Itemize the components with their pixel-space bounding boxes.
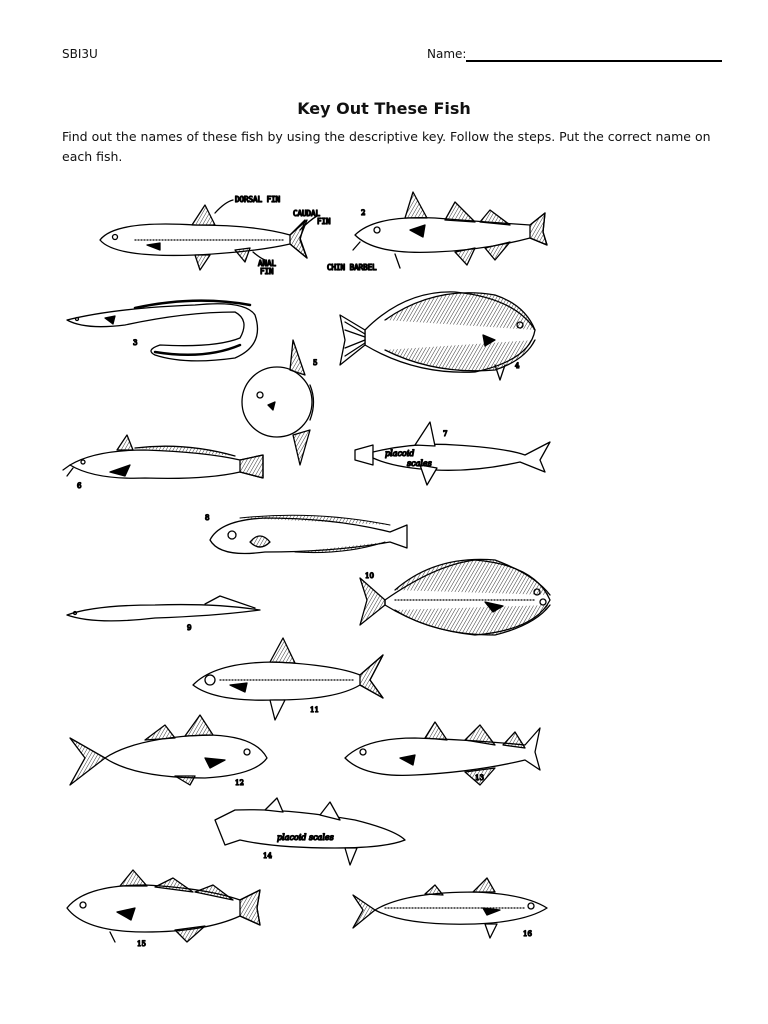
fish-number-10: 10 (365, 572, 374, 580)
label-placoid-14: placoid scales (277, 833, 334, 842)
fish-2 (327, 192, 547, 272)
fish-number-3: 3 (133, 339, 138, 347)
label-chin-barbel: CHIN BARBEL (327, 263, 377, 272)
fish-number-5: 5 (313, 359, 318, 367)
name-label: Name: (427, 47, 467, 61)
label-anal-fin: FIN (260, 267, 274, 276)
fish-illustration-sheet (55, 180, 600, 960)
fish-3 (67, 301, 258, 361)
label-anal: ANAL (258, 259, 277, 268)
label-placoid-7b: scales (407, 459, 432, 468)
course-code: SBI3U (62, 47, 98, 61)
fish-16 (353, 878, 547, 938)
fish-number-8: 8 (205, 514, 210, 522)
instructions-text: Find out the names of these fish by using the descriptive key. Follow the steps. Put the correct name on each fish. (62, 129, 711, 164)
fish-8 (205, 514, 407, 554)
fish-9 (67, 596, 260, 632)
fish-7 (355, 422, 550, 485)
fish-5 (242, 340, 317, 465)
fish-10 (360, 559, 550, 635)
label-caudal: CAUDAL (293, 209, 321, 218)
label-placoid-7a: placoid (385, 449, 415, 458)
fish-number-15: 15 (137, 940, 146, 948)
fish-14 (215, 798, 405, 865)
fish-11 (193, 638, 383, 720)
label-dorsal-fin: DORSAL FIN (235, 195, 281, 204)
fish-number-7: 7 (443, 430, 448, 438)
fish-number-9: 9 (187, 624, 192, 632)
fish-6 (63, 435, 263, 490)
fish-1 (100, 195, 331, 276)
fish-number-6: 6 (77, 482, 82, 490)
fish-15 (67, 870, 260, 948)
fish-number-4: 4 (515, 362, 520, 370)
fish-13 (345, 722, 540, 785)
fish-number-12: 12 (235, 779, 244, 787)
name-blank-line (466, 60, 722, 62)
fish-number-2: 2 (361, 209, 366, 217)
label-caudal-fin: FIN (317, 217, 331, 226)
worksheet-title: Key Out These Fish (297, 99, 471, 118)
fish-number-14: 14 (263, 852, 272, 860)
fish-number-16: 16 (523, 930, 532, 938)
fish-4 (340, 292, 535, 380)
fish-number-13: 13 (475, 774, 484, 782)
fish-number-11: 11 (310, 706, 319, 714)
fish-drawings (55, 180, 600, 960)
fish-12 (70, 715, 267, 787)
